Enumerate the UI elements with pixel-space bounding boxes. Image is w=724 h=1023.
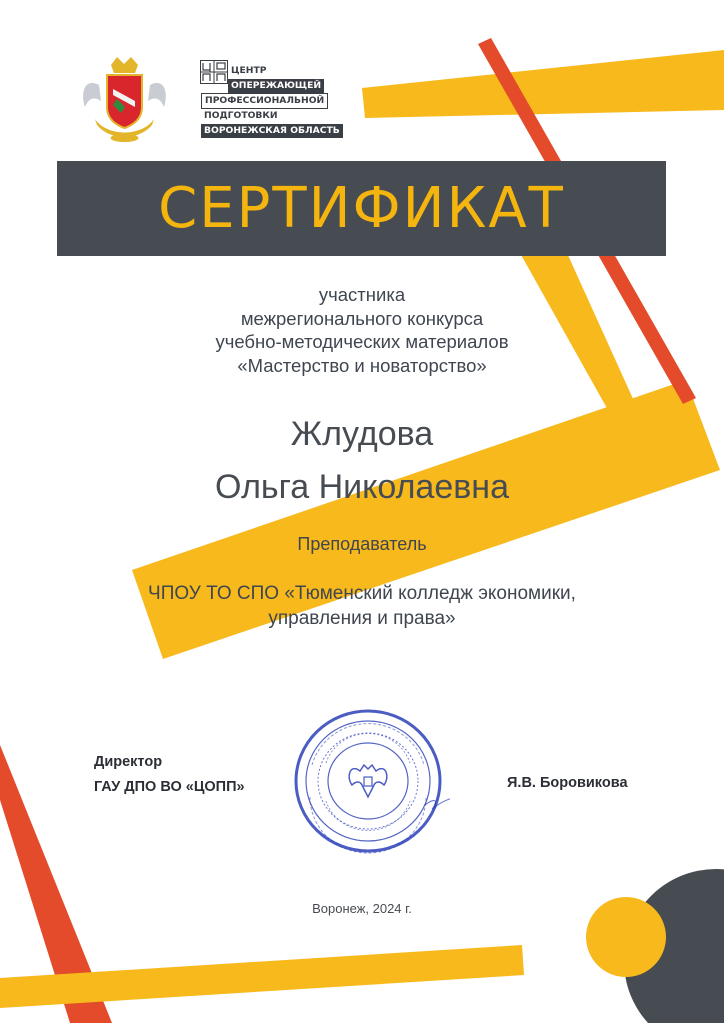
voronezh-coat-of-arms-icon bbox=[77, 55, 172, 145]
logo-line-5: ВОРОНЕЖСКАЯ ОБЛАСТЬ bbox=[201, 124, 343, 138]
place-and-year: Воронеж, 2024 г. bbox=[312, 901, 412, 916]
logo-line-1: ЦЕНТР bbox=[231, 65, 267, 76]
recipient-first-middle-name: Ольга Николаевна bbox=[215, 468, 509, 506]
copp-logo-mark-icon bbox=[200, 60, 228, 84]
recipient-organization bbox=[60, 581, 664, 631]
intro-line: «Мастерство и новаторство» bbox=[237, 354, 487, 376]
logo-line-3: ПРОФЕССИОНАЛЬНОЙ bbox=[201, 93, 328, 109]
yellow-bar-top bbox=[362, 50, 724, 118]
intro-line: участника bbox=[318, 284, 406, 305]
certificate-title: СЕРТИФИКАТ bbox=[158, 176, 565, 241]
copp-logo-text-lower bbox=[201, 90, 343, 135]
recipient-name bbox=[60, 408, 664, 514]
recipient-role: Преподаватель bbox=[297, 534, 427, 554]
intro-line: учебно-методических материалов bbox=[215, 331, 509, 352]
copp-logo-text bbox=[228, 60, 324, 90]
logo-line-4: ПОДГОТОВКИ bbox=[204, 110, 278, 121]
organization-line: управления и права» bbox=[268, 608, 456, 629]
signatory-title-line2: ГАУ ДПО ВО «ЦОПП» bbox=[94, 779, 245, 795]
logo-line-2: ОПЕРЕЖАЮЩЕЙ bbox=[228, 79, 324, 93]
official-seal-icon bbox=[290, 705, 450, 860]
signatory-title-line1: Директор bbox=[94, 754, 163, 770]
signatory-name: Я.В. Боровикова bbox=[507, 775, 628, 791]
intro-line: межрегионального конкурса bbox=[240, 307, 484, 329]
recipient-last-name: Жлудова bbox=[290, 415, 434, 453]
organization-line: ЧПОУ ТО СПО «Тюменский колледж экономики, bbox=[148, 583, 576, 604]
signatory-title bbox=[94, 750, 245, 800]
intro-block bbox=[60, 283, 664, 377]
title-band bbox=[57, 161, 666, 256]
